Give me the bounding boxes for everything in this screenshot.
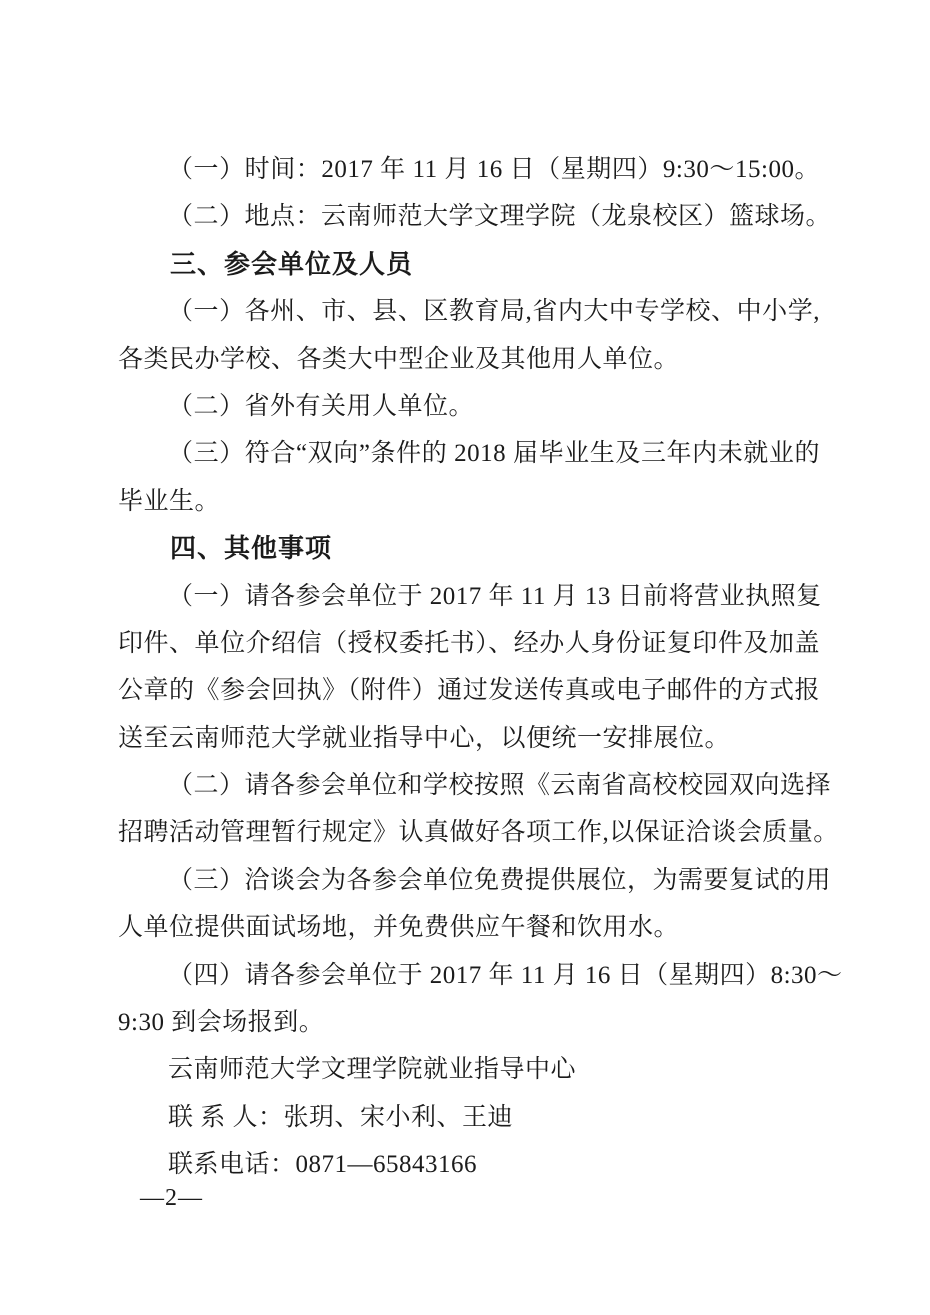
page-number: —2—	[140, 1185, 203, 1211]
text-line: （二）请各参会单位和学校按照《云南省高校校园双向选择	[168, 772, 832, 800]
section-heading-three: 三、参会单位及人员	[170, 248, 414, 279]
text-line: 公章的《参会回执》（附件）通过发送传真或电子邮件的方式报	[118, 677, 820, 705]
section-heading-four: 四、其他事项	[170, 533, 333, 564]
text-line-time: （一）时间：2017 年 11 月 16 日（星期四）9:30～15:00。	[168, 156, 820, 183]
text-line-signature: 云南师范大学文理学院就业指导中心	[168, 1056, 577, 1084]
text-line: 送至云南师范大学就业指导中心，以便统一安排展位。	[118, 724, 731, 752]
text-line: （一）请各参会单位于 2017 年 11 月 13 日前将营业执照复	[168, 582, 822, 610]
text-line: 人单位提供面试场地，并免费供应午餐和饮用水。	[118, 914, 680, 942]
text-line: 各类民办学校、各类大中型企业及其他用人单位。	[118, 345, 680, 373]
text-line: （三）符合“双向”条件的 2018 届毕业生及三年内未就业的	[168, 440, 820, 468]
text-line-location: （二）地点：云南师范大学文理学院（龙泉校区）篮球场。	[168, 203, 832, 231]
text-line: （四）请各参会单位于 2017 年 11 月 16 日（星期四）8:30～	[168, 961, 843, 989]
text-line: （三）洽谈会为各参会单位免费提供展位，为需要复试的用	[168, 866, 832, 894]
text-line: 9:30 到会场报到。	[118, 1009, 325, 1037]
text-line: （一）各州、市、县、区教育局,省内大中专学校、中小学,	[168, 298, 820, 326]
text-line: 招聘活动管理暂行规定》认真做好各项工作,以保证洽谈会质量。	[118, 819, 839, 847]
text-line-contacts: 联 系 人：张玥、宋小利、王迪	[168, 1103, 514, 1131]
text-line: 印件、单位介绍信（授权委托书）、经办人身份证复印件及加盖	[118, 629, 820, 657]
text-line: 毕业生。	[118, 487, 221, 515]
text-line-phone: 联系电话：0871—65843166	[168, 1151, 478, 1179]
document-body	[118, 146, 843, 1189]
text-line: （二）省外有关用人单位。	[168, 392, 475, 420]
